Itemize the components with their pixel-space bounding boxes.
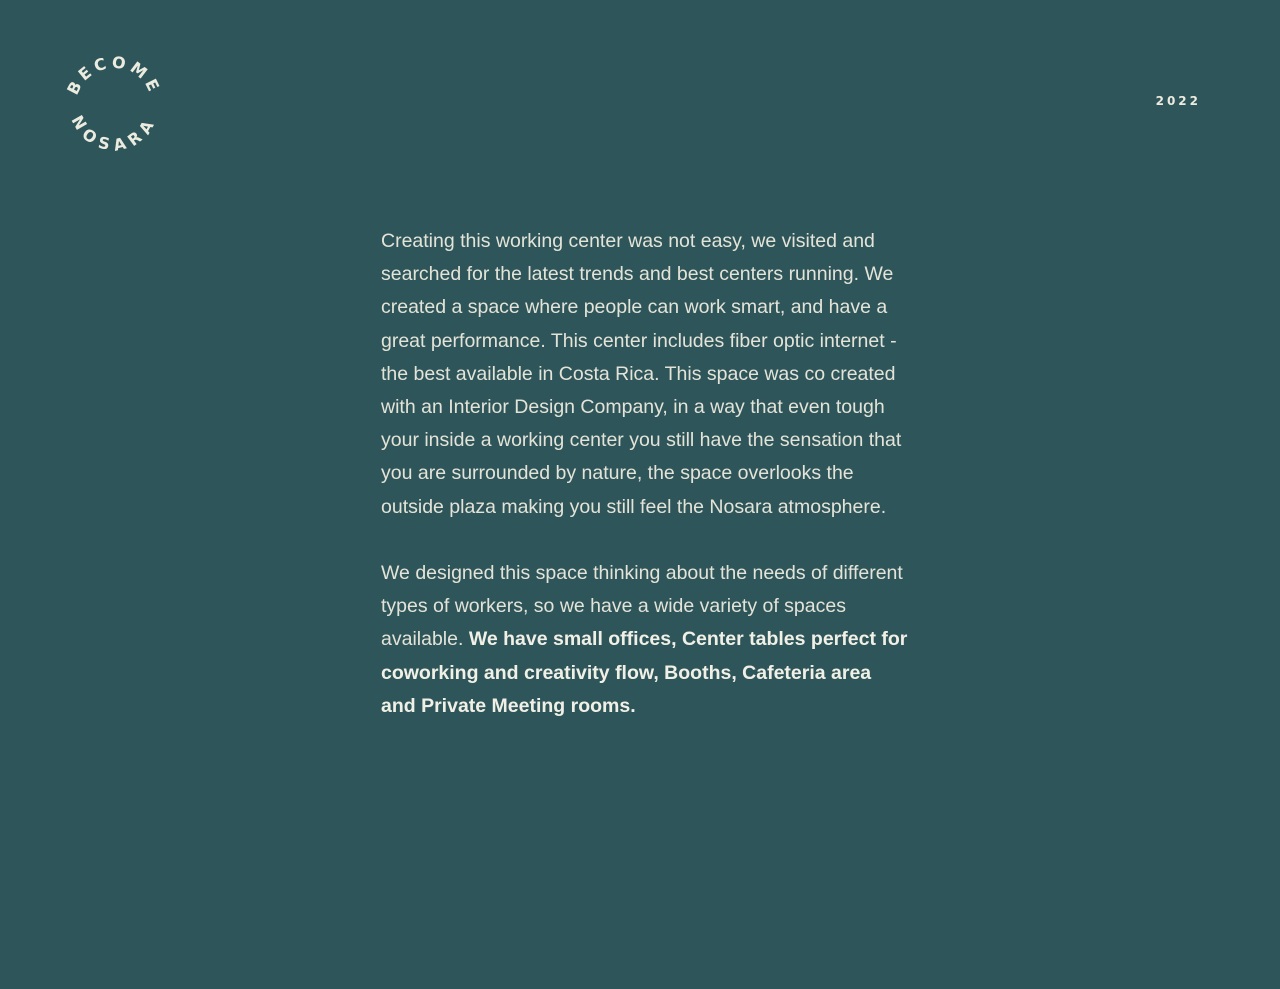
paragraph-2-intro: We designed this space thinking about the needs of different types of workers, so we have a wide variety of spaces available. — [381, 562, 903, 651]
logo-top-text: BECOME — [63, 52, 165, 98]
become-nosara-logo — [58, 50, 170, 162]
paragraph-2-highlight: We have small offices, Center tables perfect for coworking and creativity flow, Booths, Cafeteria area and Private Meeting rooms. — [381, 628, 908, 717]
paragraph-2 — [381, 557, 909, 723]
body-text — [381, 225, 909, 723]
paragraph-1: Creating this working center was not easy, we visited and searched for the latest trends and best centers running. We created a space where people can work smart, and have a great performance. This center includes fiber optic internet - the best available in Costa Rica. This space was co created with an Interior Design Company, in a way that even tough your inside a working center you still have the sensation that you are surrounded by nature, the space overlooks the outside plaza making you still feel the Nosara atmosphere. — [381, 230, 902, 518]
logo-ring — [58, 50, 170, 162]
logo-bottom-text: NOSARA — [67, 112, 161, 155]
year-label: 2022 — [1155, 94, 1201, 108]
